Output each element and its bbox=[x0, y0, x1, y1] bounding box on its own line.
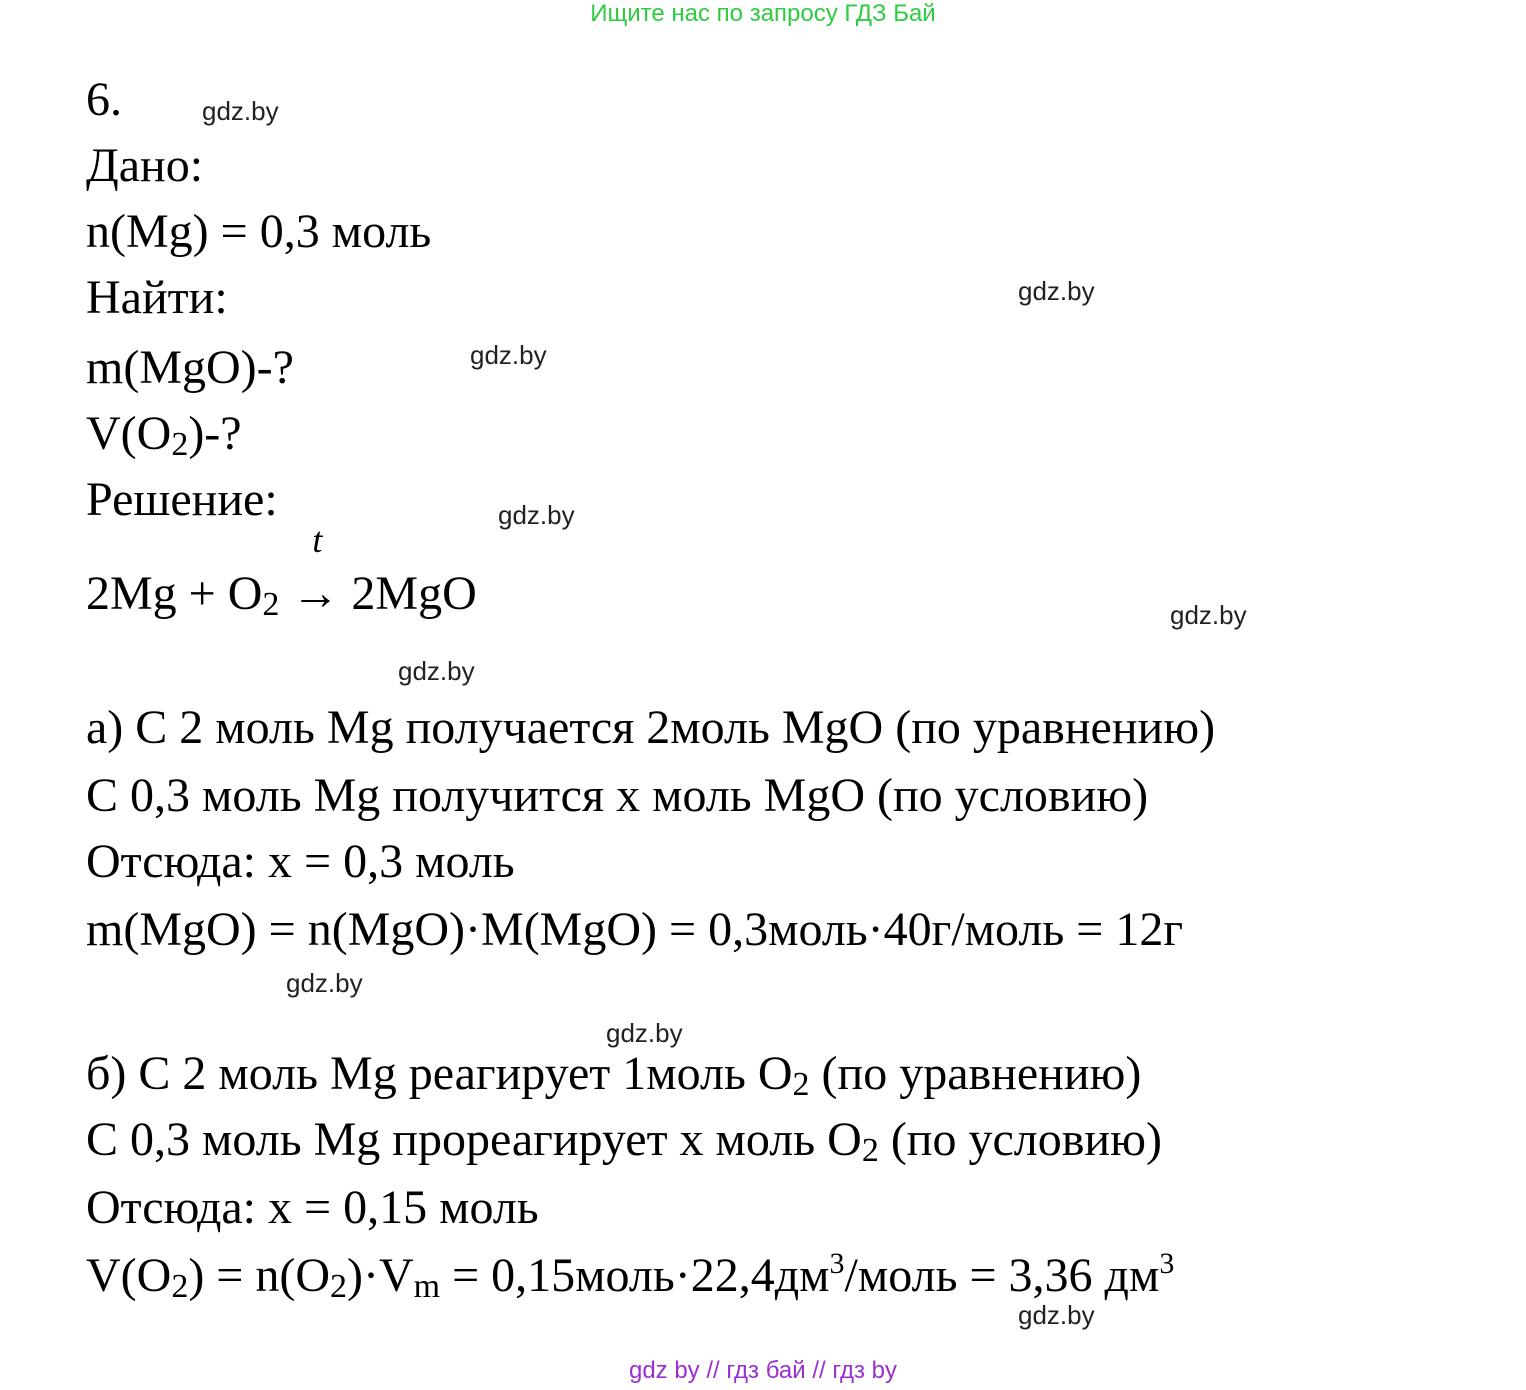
search-hint-banner: Ищите нас по запросу ГДЗ Бай bbox=[590, 0, 936, 27]
watermark: gdz.by bbox=[398, 656, 475, 686]
given-label: Дано: bbox=[86, 139, 204, 192]
part-a-line-4: m(MgO) = n(MgO)·M(MgO) = 0,3моль·40г/моль = 12г bbox=[86, 903, 1184, 956]
part-a-line-1: а) С 2 моль Mg получается 2моль MgO (по уравнению) bbox=[86, 701, 1216, 754]
watermark: gdz.by bbox=[286, 968, 363, 998]
part-b-line-1: б) С 2 моль Mg реагирует 1моль $O_2$ (по уравнению) bbox=[86, 1047, 1142, 1103]
footer-banner: gdz by // гдз бай // гдз by bbox=[628, 1357, 898, 1384]
watermark: gdz.by bbox=[498, 500, 575, 530]
part-b-line-2: С 0,3 моль Mg прореагирует х моль $O_2$ (по условию) bbox=[86, 1113, 1162, 1169]
heating-condition: t bbox=[312, 520, 323, 560]
find-label: Найти: bbox=[86, 271, 228, 324]
part-a-line-2: С 0,3 моль Mg получится х моль MgO (по условию) bbox=[86, 769, 1149, 822]
find-mass: m(MgO)-? bbox=[86, 341, 294, 394]
task-number: 6. bbox=[86, 73, 122, 126]
reaction-arrow: t → bbox=[291, 520, 340, 620]
watermark: gdz.by bbox=[1018, 1300, 1095, 1330]
reaction-equation: $2Mg + O_2$ t → 2MgO bbox=[86, 520, 477, 623]
watermark: gdz.by bbox=[1170, 600, 1247, 630]
watermark: gdz.by bbox=[1018, 276, 1095, 306]
part-b-line-3: Отсюда: х = 0,15 моль bbox=[86, 1181, 539, 1234]
part-b-line-4: $V(O_2) = n(O_2)\cdot V_m$ = $0,15моль\cdot 22,4дм^3$/моль = 3,36 $дм^3$ bbox=[86, 1247, 1175, 1305]
watermark: gdz.by bbox=[470, 340, 547, 370]
solution-label: Решение: bbox=[86, 473, 278, 526]
watermark: gdz.by bbox=[202, 96, 279, 126]
watermark: gdz.by bbox=[606, 1018, 683, 1048]
part-a-line-3: Отсюда: х = 0,3 моль bbox=[86, 835, 515, 888]
find-volume: $V(O_2)-$? bbox=[86, 407, 242, 463]
given-moles: n(Mg) = 0,3 моль bbox=[86, 205, 432, 258]
